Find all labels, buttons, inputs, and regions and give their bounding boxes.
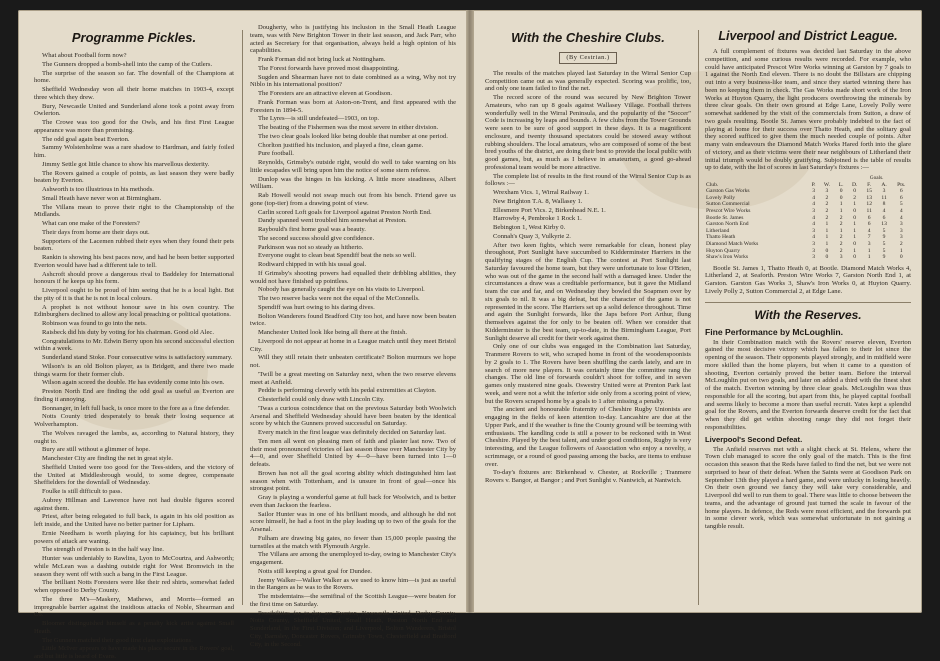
stat-cell: 1 (839, 227, 843, 234)
stat-cell: 0 (853, 254, 857, 261)
club-name-cell: Garston North End (706, 221, 749, 228)
stat-cell: 0 (825, 254, 829, 261)
paragraph: Raisbeck did his duty by voting for his chairman. Good old Alec. (42, 328, 214, 336)
table-header-cell: F. (867, 181, 872, 188)
club-name-cell: Garston Gas Works (706, 188, 750, 195)
stat-cell: 1 (867, 254, 871, 261)
paragraph: Liverpool do not appear at home in a League match until they meet Bristol City. (250, 337, 456, 353)
stat-cell: 1 (825, 240, 829, 247)
stat-cell: 0 (853, 240, 857, 247)
paragraph: The second success should give confidence. (258, 234, 375, 242)
table-header-cell: W. (823, 181, 830, 188)
cheshire-clubs-title: With the Cheshire Clubs. (511, 30, 665, 45)
stat-cell: 5 (882, 240, 886, 247)
stat-cell: 6 (899, 188, 903, 195)
defeat-title: Liverpool's Second Defeat. (705, 434, 803, 444)
stat-cell: 1 (825, 227, 829, 234)
league-table-goals-row (705, 175, 911, 182)
left-page (18, 10, 469, 660)
stat-cell: 6 (867, 214, 871, 221)
club-name-cell: Shaw's Iron Works (706, 254, 749, 261)
paragraph: The ancient and honourable fraternity of Cheshire Rugby Unionists are engaging in the fields of keen attention to-day. Lancashire are due at the Upper Park, and if the weather is fine the County ground will be teeming with enthusiasts. The kandling code is still a power to be reckoned with in West Cheshire. Played by the best talent, and under good conditions, Rugby is very interesting, and the League followers of Association who enjoy a novelty, a scrimmage, or a round of good passing among the backs, are items to enthuse over. (485, 406, 692, 468)
stat-cell: 4 (812, 234, 815, 241)
paragraph: Spendiff was hurt owing to his daring dives. (258, 303, 375, 311)
paragraph: Connah's Quay 3, Vulkyrie 2. (493, 232, 571, 240)
paragraph: Sammy Wolstenholme was a rare shadow to Hardman, and fairly foiled him. (34, 144, 234, 159)
reserves-subtitle: Fine Performance by McLoughlin. (705, 326, 843, 337)
paragraph: Sheffield Wednesday won all their home matches in 1903-4, except three which they drew. (34, 86, 234, 101)
paragraph: Priest, after being relegated to full back, is again in his old position as left inside, and the United have no better partner for Lipham. (34, 513, 234, 528)
stat-cell: 2 (839, 234, 843, 241)
paragraph: The Crowe was too good for the Owls, and his first First League appearance was more than promising. (34, 119, 234, 134)
club-name-cell: Litherland (706, 227, 730, 234)
paragraph: Ashcroft should prove a dangerous rival to Baddeley for International honours if he keeps up his form. (34, 270, 234, 286)
paragraph: The beating of the Fishermen was the most severe in either division. (258, 124, 439, 131)
stat-cell: 1 (899, 247, 903, 254)
paragraph: Pure football. (258, 150, 294, 158)
stat-cell: 5 (882, 227, 886, 234)
programme-pickles-column (34, 24, 234, 660)
paragraph: The Anfield reserves met with a slight check at St. Helens, where the Town club managed to score the only goal of the match. This is the first occasion this season that the Reds have failed to find the net, but we were not surprised to hear of their defeat. When the Saints were at Goodison Park on September 13th they played a hard game, and were unlucky in losing heavily. On their own ground we fancy they will take very considerable, and Liverpool did well to run them to goal. There was little to choose between the teams, and the advantage of ground just turned the scale in favour of the home players. In defence, the Reds were most efficient, and the forwards put in some clever work, which was somewhat unfortunate in not gaining a tangible result. (705, 445, 911, 531)
paragraph: Ernie Needham is worth playing for his captaincy, but his brilliant powers of attack are waning. (34, 529, 234, 545)
stat-cell: 2 (839, 247, 843, 254)
paragraph: Bonnanger, in left full back, is once more to the fore as a fine defender. (42, 404, 230, 412)
club-name-cell: Huyton Quarry (706, 247, 741, 254)
paragraph: The Rovers gained a couple of points, as last season they were badly beaten by Everton. (34, 169, 234, 185)
stat-cell: 0 (839, 194, 843, 201)
paragraph: Foulke is still difficult to pass. (42, 488, 123, 495)
paragraph: Bebington 1, West Kirby 0. (493, 224, 566, 231)
paragraph: Nobody has generally caught the eye on his visits to Liverpool. (258, 286, 425, 294)
stat-cell: 9 (882, 254, 886, 261)
paragraph: Frank Forman was born at Aston-on-Trent, and first appeared with the Foresters in 1894-5. (250, 98, 456, 114)
paragraph: Everyone ought to clean beat Spendiff beat the nets so well. (258, 252, 416, 260)
club-name-cell: Lovely Polly (706, 194, 736, 201)
reserves-body (705, 339, 911, 432)
table-header-cell: Pts. (897, 181, 906, 188)
stat-cell: 1 (853, 221, 857, 228)
stat-cell: 3 (825, 188, 829, 195)
paragraph: The Villans mean to prove their right to the Championship of the Midlands. (34, 203, 234, 219)
paragraph: After two keen fights, which were remarkable for clean, honest play throughout, Port Sunlight have succumbed to Kidderminster Harriers in the qualifying stages of the English Cup. The contest at Port Sunlight last Saturday favoured the home team, but they were unfortunate to lose O'Brien, who was out of the game in the second half with a damaged knee. Under the circumstances a draw was a creditable performance, but it gave the Midland team the cue and far, and on Wednesday they bowled the Soapmen over by six goals to nil. It was a big defeat, but the character of the game is not represented in the score. The Harriers set up a solid defence throughout. Time and again the Sunlight forwards, like the Japs before Port Arthur, flung themselves against the for only to be beaten off. When we consider that Kidderminster is the best team, up-to-date, in the Birmingham League, Port Sunlight deserve all credit for their work against them. (485, 241, 691, 342)
league-table-body (705, 188, 911, 261)
paragraph: The Villans are among the unemployed to-day, owing to Manchester City's engagement. (250, 551, 456, 566)
paragraph: Notts County tried desperately to break their losing sequence at Wolverhampton. (34, 413, 234, 428)
paragraph: Reynolds, Grimsby's outside right, would do well to take warning on his little escapades will bring upon him the notice of some stern referee. (250, 159, 456, 174)
right-page (471, 10, 922, 613)
paragraph: 'Twill be a great meeting on Saturday next, when the two reserve elevens meet at Anfield. (250, 370, 456, 386)
paragraph: The complete list of results in the first round of the Wirral Senior Cup is as follows :— (485, 172, 691, 188)
club-name-cell: Diamond Match Works (706, 240, 759, 247)
stat-cell: 8 (882, 201, 886, 208)
paragraph: The odd goal again beat Everton. (42, 135, 130, 143)
cheshire-clubs-column (485, 24, 691, 606)
paragraph: Bury, Newcastle United and Sunderland alone took a point away from Owlerton. (34, 102, 234, 118)
table-row (705, 221, 911, 228)
paragraph: Brown has not all the goal scoring ability which distinguished him last season when with Tottenham, and is unsure in front of goal—once his strongest point. (250, 469, 456, 493)
paragraph: Only one of our clubs was engaged in the Combination last Saturday, Tranmere Rovers to wit, who scraped home in front of the woodenspoonists by 2 goals to 1. The Rovers have been shuffling the cards lately, and are in search of more new players. It was certainly time the committee rang the changes. The old line of forwards couldn't shoot for toffee, and in seven games only mustered nine goals. Oswestry United were at Prenton Park last week, and were not a whit the inferior side only from a scoring point of view, but the Rovers scraped home by a goals to 1 after missing a penalty. (485, 343, 691, 405)
paragraph: Carlin scored Loft goals for Liverpool against Preston North End. (258, 208, 432, 216)
paragraph: New Brighton T.A. 8, Wallasey 1. (493, 197, 583, 205)
stat-cell: 3 (899, 227, 903, 234)
paragraph: The strength of Preston is in the half way line. (42, 546, 164, 554)
stat-cell: 2 (825, 194, 829, 201)
paragraph: Ashworth is too illustrious in his methods. (42, 186, 154, 193)
column-divider (698, 30, 699, 605)
stat-cell: 3 (899, 221, 903, 228)
table-row (705, 195, 911, 202)
stat-cell: 5 (899, 201, 903, 208)
table-row (705, 234, 911, 241)
paragraph: Hunter was undeniably to Rawlins, Lyon to McCourtra, and Ashworth; while McLean was a dashing outside right for West Bromwich in the season they went off with such a bang in the First League. (34, 555, 234, 578)
column-divider (242, 30, 243, 605)
paragraph: Wilson's is an old Bolton player, as is Bridgett, and there two made things warm for their former club. (34, 362, 234, 378)
paragraph: 'Twas a curious coincidence that on the previous Saturday both Woolwich Arsenal and Sheffield Wednesday should have been beaten by the identical score by which the Gunners proved successful on Saturday. (250, 404, 456, 428)
stat-cell: 1 (853, 201, 857, 208)
stat-cell: 0 (825, 247, 829, 254)
paragraph: If Grimsby's shooting powers had equalled their dribbling abilities, they would not have finished up pointless. (250, 269, 456, 285)
paragraph: The Lyres—is still undefeated—1903, on top. (258, 115, 380, 123)
table-header-cell: D. (851, 181, 858, 188)
byline (485, 52, 691, 64)
paragraph: Dunlop was the hinges in his kicking. A little more steadiness, Albert William. (250, 175, 456, 191)
paragraph: Rankin is showing his best paces now, and had he been better supported Everton would have had a different tale to tell. (34, 254, 234, 269)
paragraph: Every match in the first league was definitely decided on Saturday last. (258, 429, 446, 436)
stat-cell: 3 (812, 247, 815, 254)
paragraph: Bloomer distinguished himself as a penalty kick artist against Small Heath. (34, 620, 234, 635)
stat-cell: 1 (853, 247, 857, 254)
table-header-cell: L. (838, 181, 844, 188)
club-name-cell: Thatto Heath (706, 234, 736, 241)
paragraph: Wrexham Vics. 1, Wirral Railway 1. (493, 189, 589, 196)
paragraph: Small Heath have never won at Birmingham. (42, 194, 162, 202)
stat-cell: 1 (853, 234, 857, 241)
notes-column (250, 24, 456, 648)
paragraph: Chesterfield could only draw with Lincoln City. (258, 396, 385, 403)
stat-cell: 3 (899, 234, 903, 241)
stat-cell: 1 (825, 221, 829, 228)
stat-cell: 13 (881, 221, 887, 228)
stat-cell: 6 (867, 221, 871, 228)
table-row (705, 254, 911, 261)
byline-text: (By Cestrian.) (559, 52, 616, 64)
stat-cell: 4 (867, 227, 871, 234)
stat-cell: 1 (853, 227, 857, 234)
paragraph: The results of the matches played last Saturday in the Wirral Senior Cup Competition came out as was generally expected. Scoring was prolific, too, and only one team failed to find the net. (485, 69, 691, 93)
stat-cell: 3 (812, 240, 815, 247)
club-name-cell: Prescot Wire Works (706, 207, 751, 214)
paragraph: Manchester City are finding the net in great style. (42, 455, 173, 462)
paragraph: The two reserve backs were not the equal of the McConnells. (258, 295, 420, 302)
paragraph: The Gunners dropped a bomb-shell into the camp of the Cutlers. (42, 60, 213, 68)
paragraph: Ellesmere Port Vics. 2, Birkenhead N.E. 1. (493, 206, 606, 214)
paragraph: Parkinson was not so steady as hitherto. (258, 243, 364, 251)
paragraph: Notts still keeping a great goal for Dundee. (258, 567, 372, 575)
stat-cell: 2 (825, 214, 829, 221)
paragraph: Bury are still without a glimmer of hope. (42, 446, 151, 454)
stat-cell: 2 (825, 201, 829, 208)
paragraph: Gray is playing a wonderful game at full back for Woolwich, and is better even than Jackson the fearless. (250, 494, 456, 509)
paragraph: Dougherty, who is justifying his inclusion in the Small Heath League team, was with New Brighton Tower in their last season, and Jack Parr, who acted as Secretary for that organisation, always held a high opinion of his capabilities. (250, 24, 456, 55)
paragraph: Frank Forman did not bring luck at Nottingham. (258, 56, 386, 63)
stat-cell: 1 (839, 201, 843, 208)
stat-cell: 5 (882, 247, 886, 254)
stat-cell: 3 (867, 240, 871, 247)
paragraph: Jimmy Settle got little chance to show his marvellous dexterity. (42, 160, 210, 168)
paragraph: The record score of the round was secured by New Brighton Tower Amateurs, who ran up 8 goals against Wallasey Village. Football thrives wonderfully well in the Wirral Peninsula, and the popularity of the "Soccer" Code is increasing by leaps and bounds. A few clubs from the Tower Grounds were seen to be sure of good support in these days. It is a magnificent enclosure, and twenty thousand spectators could be stowed away without rubbing shoulders. The local amateurs, who are composed of some of the best bred youths of the district, are doing their best to provide the local public with good games, but, as much as I believe in amateurism, a good go-ahead professional team would be more attractive. (485, 94, 692, 171)
paragraph: Chorlton justified his inclusion, and played a fine, clean game. (258, 141, 424, 149)
paragraph: Will they still retain their unbeaten certificate? Bolton murmurs we hope not. (250, 354, 456, 369)
paragraph: Rab Howell would not swap much out from his bench. Friend gave us gone (top-tier) from a drawing point of view. (250, 192, 456, 207)
table-header-cell: Club. (706, 181, 719, 188)
paragraph: Harrowby 4, Pembroke 1 Rock 1. (493, 215, 582, 223)
stat-cell: 2 (839, 240, 843, 247)
programme-pickles-title: Programme Pickles. (71, 30, 197, 45)
stat-cell: 13 (866, 194, 872, 201)
stat-cell: 3 (812, 227, 815, 234)
stat-cell: 2 (825, 207, 829, 214)
paragraph: Liverpool ought to be proud of him seeing that he is a local light. But the pity of it is that he is not in local colours. (34, 287, 234, 302)
table-header-cell: P. (811, 181, 816, 188)
paragraph: A prophet is not without honour save in his own country. The Edinburghers declined to allow any local preaching or political quotations. (34, 303, 234, 319)
stat-cell: 0 (853, 207, 857, 214)
paragraph: The Gunners matched their good first class exploitations. (42, 636, 193, 644)
paragraph: The brilliant Notts Foresters were like their red shirts, somewhat faded when opposed to Derby County. (34, 579, 234, 594)
paragraph: The three M's—Maskery, Mathews, and Morris—formed an impregnable barrier against the insidious attacks of Noble, Shearman and Co. (34, 595, 234, 619)
stat-cell: 6 (899, 194, 903, 201)
league-table-header (705, 182, 911, 189)
club-name-cell: Sutton Commercial (706, 201, 750, 208)
stat-cell: 4 (812, 221, 815, 228)
stat-cell: 3 (839, 254, 843, 261)
paragraph: What can one make of the Foresters? (42, 220, 140, 227)
stat-cell: 4 (899, 207, 903, 214)
stat-cell: 9 (882, 234, 886, 241)
reserves-title: With the Reserves. (754, 307, 862, 322)
paragraph: Sunderland stand Stoke. Four consecutive wins is satisfactory summary. (42, 354, 233, 361)
paragraph: Rodiward chipped in with his usual goal. (258, 261, 367, 268)
stat-cell: 4 (812, 201, 815, 208)
table-row (705, 201, 911, 208)
paragraph: Robinson was found to go into the nets. (42, 320, 147, 327)
table-row (705, 215, 911, 222)
stat-cell: 3 (812, 254, 815, 261)
paragraph: Little McIver appears to have made his place secure in the Rovers' goal, and but little is heard of Evans. (34, 645, 234, 660)
paragraph: What about Football form now? (42, 52, 127, 59)
table-row (705, 208, 911, 215)
stat-cell: 4 (899, 214, 903, 221)
stat-cell: 4 (812, 194, 815, 201)
notes-body (250, 24, 456, 648)
paragraph: Peddie is performing cleverly with his pedal extremities at Clayton. (258, 387, 437, 395)
table-row (705, 228, 911, 235)
stat-cell: 4 (812, 214, 815, 221)
club-name-cell: Bootle St. James (706, 214, 744, 221)
stat-cell: 3 (882, 188, 886, 195)
paragraph: Possibilities for to-day are Everton, Newcastle United, Derby County, Notts County, Sheffield United, Small Heath, Preston North End and Sunderland, in the First Division; and Liverpool, Bolton Wanderers, Bristol City, Barnsley, Doncaster Rovers, Grimsby Town, Chesterfield and Bradford City, in the Second. (250, 609, 456, 648)
paragraph: Sugden and Shearman have not to date combined as a wing, Why not try Niblo in his international position? (250, 73, 456, 89)
stat-cell: 2 (839, 221, 843, 228)
stat-cell: 3 (812, 207, 815, 214)
paragraph: Aubrey Hillman and Lawrence have not had double figures scored against them. (34, 496, 234, 512)
table-header-cell: A. (881, 181, 887, 188)
goals-header: Goals. (869, 175, 884, 181)
cheshire-clubs-body (485, 70, 691, 485)
stat-cell: 1 (867, 247, 871, 254)
paragraph: Fulham are drawing big gates, no fewer than 15,000 people passing the turnstiles at the match with Plymouth Argyle. (250, 534, 456, 550)
defeat-body (705, 446, 911, 531)
stat-cell: 11 (881, 194, 887, 201)
paragraph: To-day's fixtures are: Birkenhead v. Chester, at Rockville ; Tranmere Rovers v. Bangor, at Bangor ; and Port Sunlight v. Nantwich, at Nantwich. (485, 469, 691, 484)
stat-cell: 0 (853, 188, 857, 195)
district-league-title: Liverpool and District League. (718, 29, 898, 43)
district-league-column (705, 24, 911, 606)
stat-cell: 0 (839, 188, 843, 195)
paragraph: Manchester United look like being all there at the finish. (258, 329, 408, 336)
paragraph: The Forest forwards have proved most disappointing. (258, 64, 400, 72)
paragraph: Congratulations to Mr. Edwin Berry upon his second successful election within a week. (34, 337, 234, 353)
stat-cell: 0 (899, 254, 903, 261)
paragraph: Preston North End are finding the odd goal as useful as Everton are finding it annoying. (34, 388, 234, 403)
paragraph: Their days from home are their days out. (42, 228, 150, 236)
paragraph: The surprise of the season so far. The downfall of the Champions at home. (34, 69, 234, 85)
stat-cell: 0 (853, 214, 857, 221)
paragraph: The Wolves ravaged the lambs, as, according to Natural history, they ought to. (34, 429, 234, 445)
stat-cell: 3 (812, 188, 815, 195)
stat-cell: 2 (899, 240, 903, 247)
paragraph: Bolton Wanderers found Bradford City too hot, and have now been beaten twice. (250, 312, 456, 328)
league-table (705, 175, 911, 261)
paragraph: The two clear goals looked like being double that number at one period. (258, 132, 448, 140)
table-row (705, 248, 911, 255)
table-row (705, 241, 911, 248)
section-rule (705, 302, 911, 303)
paragraph: In their Combination match with the Rovers' reserve eleven, Everton gained the most decisive victory which has fallen to their lot since the opening of the season. Their opponents played strongly, and in midfield were more skilled than the home players, but when it came to a question of shooting, Everton certainly proved the better team. Before the interval McLoughlin put on two goals, and later on added a third with the finest shot of the match. Everton winning by three clear goals. McLoughlin was thus responsible for all the scoring, but apart from this, he played capital football and seems likely to become a more than useful recruit. Yates kept a splendid goal for the Rovers, and the Everton forwards deserve credit for the fact that when they did get within shooting range they did not forget their responsibilities. (705, 338, 911, 431)
paragraph: Raybould's first home goal was a beauty. (258, 226, 366, 233)
stat-cell: 6 (882, 214, 886, 221)
stat-cell: 1 (839, 207, 843, 214)
stat-cell: 4 (882, 207, 886, 214)
paragraph: Sailor Hunter was in one of his brilliant moods, and although he did not score himself, he had a foot in the play leading up to two of the goals for the Arsenal. (250, 510, 456, 533)
paragraph: Dandy spanned went troubled him somewhat at Preston. (258, 217, 407, 225)
paragraph: The Foresters are an attractive eleven at Goodison. (258, 90, 393, 97)
paragraph: The mtsdemtains—the semifinal of the Scottish League—were beaten for the first time on Saturday. (250, 593, 456, 608)
paragraph: Supporters of the Lacemen rubbed their eyes when they found their pets beaten. (34, 237, 234, 253)
programme-spread (18, 10, 922, 660)
stat-cell: 12 (866, 201, 872, 208)
paragraph: Wilson again scored the double. He has evidently come into his own. (42, 379, 225, 387)
stat-cell: 1 (825, 234, 829, 241)
programme-pickles-body (34, 52, 234, 661)
stat-cell: 2 (839, 214, 843, 221)
stat-cell: 15 (866, 188, 872, 195)
paragraph: Sheffield United were too good for the Tees-siders, and the victory of the United at Middlesbrough would, to some degree, compensate Sheffielders for the downfall of Wednesday. (34, 463, 234, 487)
stat-cell: 7 (867, 234, 871, 241)
paragraph: Jeemy Walker—Walker Walker as we used to know him—is just as useful in the Rangers as he was to the Rovers. (250, 576, 456, 592)
paragraph: Ten men all went on pleasing men of faith and plaster last now. Two of their most pronounced victories of last season those over Manchester City by 4—0, and over Sheffield United by 4—0—have been turned into 1—0 defeats. (250, 437, 456, 468)
stat-cell: 11 (866, 207, 872, 214)
stat-cell: 2 (853, 194, 857, 201)
table-row (705, 188, 911, 195)
league-intro: A full complement of fixtures was decided last Saturday in the above competition, and some curious results were recorded. For example, who could have anticipated Prescot Wire Works winning at Garston by 7 goals to 1 against the North End eleven. There is no doubt the Billstars are chipping out into a very business-like team, and since they started winning there has been no keeping them in check. The Gas Works made short work of the Iron Works at Huyton Quarry, the light producers overthrowing the minerals by three clear goals. On their own ground at Edge Lane, Lovely Polly were somewhat saddened by the visit of the commercials from Sutton, a draw of two goals resulting. Bootle St. James were probably indebted to the fact of playing at home for their success over Thatto Heath, and the solitary goal they scored sufficed to give them the much needed couple of points. After many vain endeavours the Diamond Match Works Hared forth into the glare of victory, and as their victims were their near neighbours of Litherland their initial triumph would be doubly gratifying. Subjoined is the table of results up to date, with the list of scores in last Saturday's fixtures :— (705, 48, 911, 172)
league-results: Bootle St. James 1, Thatto Heath 0, at Bootle. Diamond Match Works 4, Litherland 2, at Seaforth. Preston Wire Works 7, Garston North End 1, at Garston. Garston Gas Works 3, Shaw's Iron Works 0, at Huyton Quarry. Lively Polly 2, Sutton Commercial 2, at Edge Lane. (705, 264, 911, 295)
